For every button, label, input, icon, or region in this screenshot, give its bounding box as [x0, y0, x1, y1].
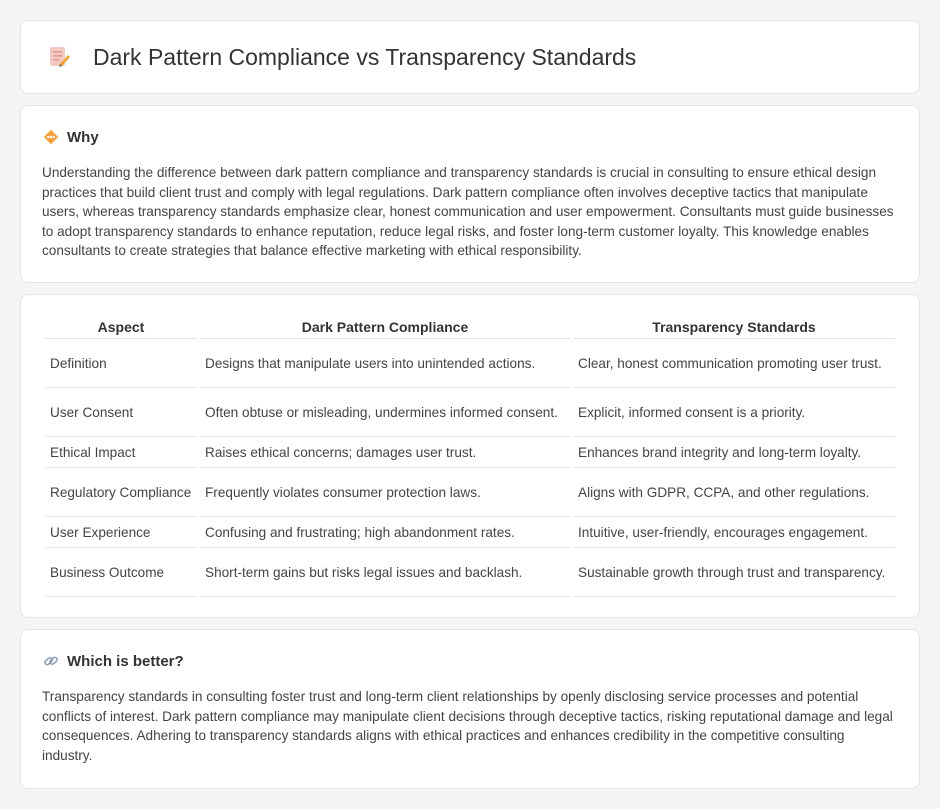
table-cell: Business Outcome [45, 548, 197, 597]
comparison-table [42, 315, 898, 597]
page-title: Dark Pattern Compliance vs Transparency Standards [93, 43, 637, 70]
table-header-row [45, 315, 895, 339]
pencil-document-icon [46, 44, 72, 70]
table-cell: Enhances brand integrity and long-term loyalty. [573, 437, 895, 468]
table-cell: Aligns with GDPR, CCPA, and other regulations. [573, 468, 895, 517]
table-cell: User Consent [45, 388, 197, 437]
table-row [45, 388, 895, 437]
table-cell: Often obtuse or misleading, undermines informed consent. [200, 388, 570, 437]
table-row [45, 339, 895, 388]
table-cell: Short-term gains but risks legal issues and backlash. [200, 548, 570, 597]
table-cell: Intuitive, user-friendly, encourages engagement. [573, 517, 895, 548]
link-icon [42, 652, 60, 670]
why-heading-label: Why [67, 128, 99, 146]
table-cell: Definition [45, 339, 197, 388]
table-row [45, 468, 895, 517]
col-header-transparency: Transparency Standards [573, 315, 895, 339]
table-cell: Clear, honest communication promoting user trust. [573, 339, 895, 388]
comparison-section [20, 294, 920, 618]
diamond-warning-icon [42, 128, 60, 146]
table-cell: Regulatory Compliance [45, 468, 197, 517]
table-cell: Designs that manipulate users into unintended actions. [200, 339, 570, 388]
why-text: Understanding the difference between dark pattern compliance and transparency standards is crucial in consulting to ensure ethical design practices that build client trust and comply with legal regulations. Dark pattern compliance often involves deceptive tactics that manipulate users, whereas transparency standards emphasize clear, honest communication and user empowerment. Consultants must guide businesses to adopt transparency standards to enhance reputation, reduce legal risks, and foster long-term customer loyalty. This knowledge enables consultants to create strategies that balance effective marketing with ethical responsibility. [42, 165, 894, 258]
table-cell: Frequently violates consumer protection laws. [200, 468, 570, 517]
col-header-dark-pattern: Dark Pattern Compliance [200, 315, 570, 339]
table-cell: User Experience [45, 517, 197, 548]
table-row [45, 437, 895, 468]
why-heading [42, 128, 898, 146]
why-section [20, 105, 920, 283]
table-cell: Ethical Impact [45, 437, 197, 468]
table-cell: Raises ethical concerns; damages user trust. [200, 437, 570, 468]
table-row [45, 517, 895, 548]
table-cell: Explicit, informed consent is a priority. [573, 388, 895, 437]
table-cell: Sustainable growth through trust and transparency. [573, 548, 895, 597]
header-card [20, 20, 920, 94]
table-cell: Confusing and frustrating; high abandonment rates. [200, 517, 570, 548]
better-heading-label: Which is better? [67, 652, 184, 670]
which-is-better-section [20, 629, 920, 789]
table-row [45, 548, 895, 597]
better-heading [42, 652, 898, 670]
col-header-aspect: Aspect [45, 315, 197, 339]
better-text: Transparency standards in consulting foster trust and long-term client relationships by openly disclosing service processes and potential conflicts of interest. Dark pattern compliance may manipulate client decisions through deceptive tactics, risking reputational damage and legal consequences. Adhering to transparency standards aligns with ethical practices and enhances credibility in the competitive consulting industry. [42, 689, 893, 763]
